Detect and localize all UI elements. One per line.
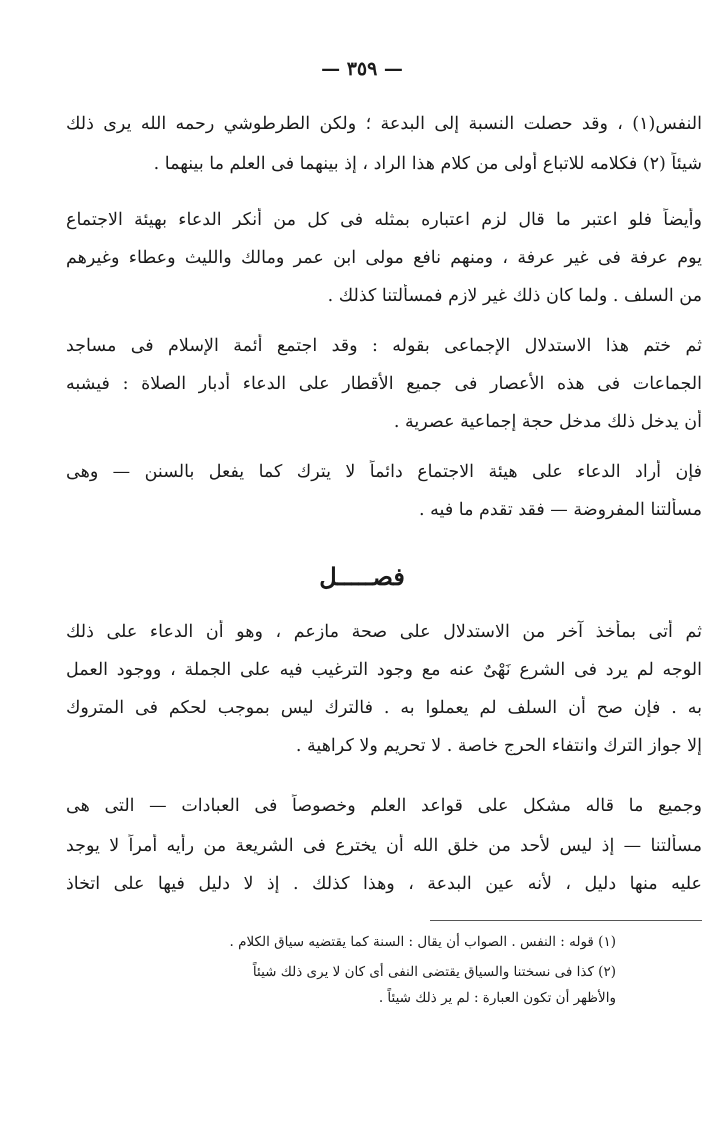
paragraph-4-line-1: فإن أراد الدعاء على هيئة الاجتماع دائماً لا يترك كما يفعل بالسنن — وهى	[66, 462, 702, 482]
page-number: — ٣٥٩ —	[321, 58, 403, 80]
paragraph-3-line-1: ثم ختم هذا الاستدلال الإجماعى بقوله : وقد اجتمع أئمة الإسلام فى مساجد	[66, 336, 702, 356]
paragraph-5-line-1: ثم أتى بمأخذ آخر من الاستدلال على صحة مازعم ، وهو أن الدعاء على ذلك	[66, 622, 702, 642]
paragraph-4-line-2: مسألتنا المفروضة — فقد تقدم ما فيه .	[419, 500, 702, 520]
paragraph-6-line-1: وجميع ما قاله مشكل على قواعد العلم وخصوصاً فى العبادات — التى هى	[66, 796, 702, 816]
footnote-1: (١) قوله : النفس . الصواب أن يقال : السنة كما يقتضيه سياق الكلام .	[229, 934, 616, 950]
paragraph-2-line-3: من السلف . ولما كان ذلك غير لازم فمسألتنا كذلك .	[327, 286, 702, 306]
footnote-divider	[430, 920, 702, 921]
footnote-2: (٢) كذا فى نسختنا والسياق يقتضى النفى أى كان لا يرى ذلك شيئاً	[252, 964, 616, 980]
paragraph-5-line-4: إلا جواز الترك وانتفاء الحرج خاصة . لا تحريم ولا كراهية .	[295, 736, 702, 756]
paragraph-6-line-3: عليه منها دليل ، لأنه عين البدعة ، وهذا كذلك . إذ لا دليل فيها على اتخاذ	[66, 874, 702, 894]
paragraph-5-line-2: الوجه لم يرد فى الشرع نَهْىٌ عنه مع وجود الترغيب فيه على الجملة ، ووجود العمل	[66, 660, 702, 680]
paragraph-5-line-3: به . فإن صح أن السلف لم يعملوا به . فالترك ليس بموجب لحكم فى المتروك	[66, 698, 702, 718]
footnote-2-continuation: والأظهر أن تكون العبارة : لم ير ذلك شيئاً .	[378, 990, 616, 1006]
paragraph-1-line-2: شيئاً (٢) فكلامه للاتباع أولى من كلام هذا الراد ، إذ بينهما فى العلم ما بينهما .	[153, 154, 702, 174]
paragraph-6-line-2: مسألتنا — إذ ليس لأحد من خلق الله أن يخترع فى الشريعة من رأيه أمراً لا يوجد	[66, 836, 702, 856]
section-heading: فصـــــل	[319, 562, 405, 591]
paragraph-2-line-1: وأيضاً فلو اعتبر ما قال لزم اعتباره بمثله فى كل من أنكر الدعاء بهيئة الاجتماع	[66, 210, 702, 230]
paragraph-3-line-2: الجماعات فى هذه الأعصار فى جميع الأقطار على الدعاء أدبار الصلاة : فيشبه	[66, 374, 702, 394]
paragraph-2-line-2: يوم عرفة فى غير عرفة ، ومنهم نافع مولى ابن عمر ومالك والليث وعطاء وغيرهم	[66, 248, 702, 268]
paragraph-3-line-3: أن يدخل ذلك مدخل حجة إجماعية عصرية .	[393, 412, 702, 432]
paragraph-1-line-1: النفس(١) ، وقد حصلت النسبة إلى البدعة ؛ ولكن الطرطوشي رحمه الله يرى ذلك	[66, 114, 702, 134]
